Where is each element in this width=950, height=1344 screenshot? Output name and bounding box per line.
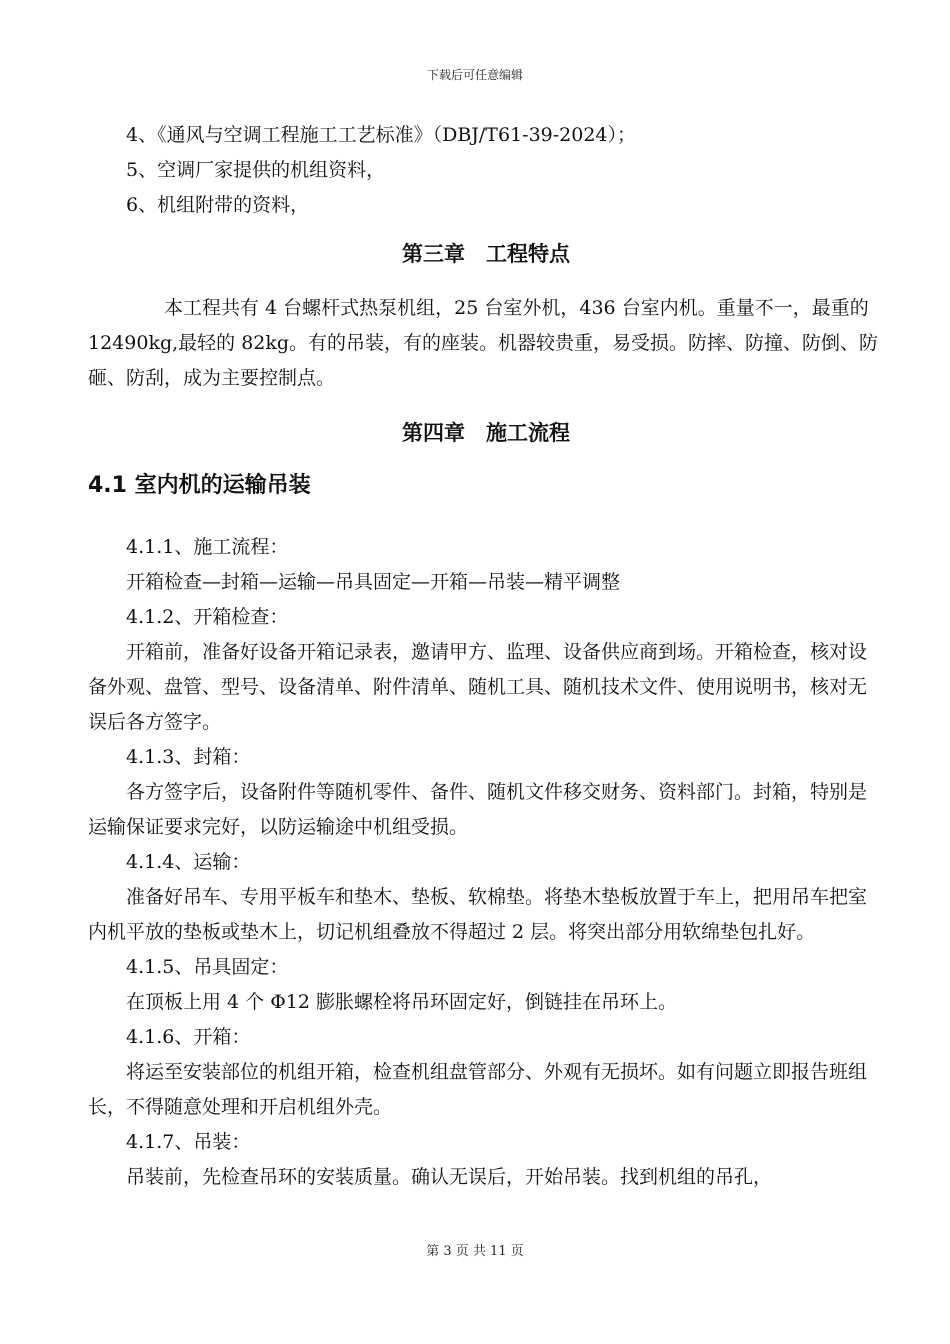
chapter-3-paragraph: 本工程共有 4 台螺杆式热泵机组，25 台室外机，436 台室内机。重量不一，最重的 12490kg,最轻的 82kg。有的吊装，有的座装。机器较贵重，易受损。防摔、防撞、防倒、防砸、防刮，成为主要控制点。 bbox=[88, 297, 879, 389]
step-heading: 4.1.1、施工流程： bbox=[126, 536, 289, 558]
step-heading: 4.1.7、吊装： bbox=[126, 1131, 251, 1153]
step-body: 开箱前，准备好设备开箱记录表，邀请甲方、监理、设备供应商到场。开箱检查，核对设备外观、盘管、型号、设备清单、附件清单、随机工具、随机技术文件、使用说明书，核对无误后各方签字。 bbox=[88, 641, 868, 733]
step-heading: 4.1.3、封箱： bbox=[126, 746, 251, 768]
step-heading: 4.1.2、开箱检查： bbox=[126, 606, 289, 628]
step-heading: 4.1.6、开箱： bbox=[126, 1026, 251, 1048]
step-heading: 4.1.4、运输： bbox=[126, 851, 251, 873]
chapter-3-title: 第三章 工程特点 bbox=[402, 241, 570, 266]
step-heading: 4.1.5、吊具固定： bbox=[126, 956, 289, 978]
page-footer: 第 3 页 共 11 页 bbox=[426, 1244, 524, 1259]
step-body: 各方签字后，设备附件等随机零件、备件、随机文件移交财务、资料部门。封箱，特别是运输保证要求完好，以防运输途中机组受损。 bbox=[88, 781, 868, 838]
chapter-4-title: 第四章 施工流程 bbox=[402, 420, 570, 445]
reference-item-4: 4、《通风与空调工程施工工艺标准》（DBJ/T61-39-2024）； bbox=[126, 124, 637, 146]
page-content bbox=[88, 118, 884, 1195]
step-body: 将运至安装部位的机组开箱，检查机组盘管部分、外观有无损坏。如有问题立即报告班组长，不得随意处理和开启机组外壳。 bbox=[88, 1061, 868, 1118]
step-body: 吊装前，先检查吊环的安装质量。确认无误后，开始吊装。找到机组的吊孔， bbox=[126, 1166, 773, 1188]
step-body: 准备好吊车、专用平板车和垫木、垫板、软棉垫。将垫木垫板放置于车上，把用吊车把室内机平放的垫板或垫木上，切记机组叠放不得超过 2 层。将突出部分用软绵垫包扎好。 bbox=[88, 886, 868, 943]
reference-item-6: 6、机组附带的资料， bbox=[126, 194, 310, 216]
reference-item-5: 5、空调厂家提供的机组资料， bbox=[126, 159, 386, 181]
step-body: 开箱检查—封箱—运输—吊具固定—开箱—吊装—精平调整 bbox=[126, 571, 621, 593]
step-body: 在顶板上用 4 个 Φ12 膨胀螺栓将吊环固定好，倒链挂在吊环上。 bbox=[126, 991, 678, 1013]
page-header: 下载后可任意编辑 bbox=[426, 68, 523, 82]
section-4-1-title: 4.1 室内机的运输吊装 bbox=[88, 473, 311, 498]
